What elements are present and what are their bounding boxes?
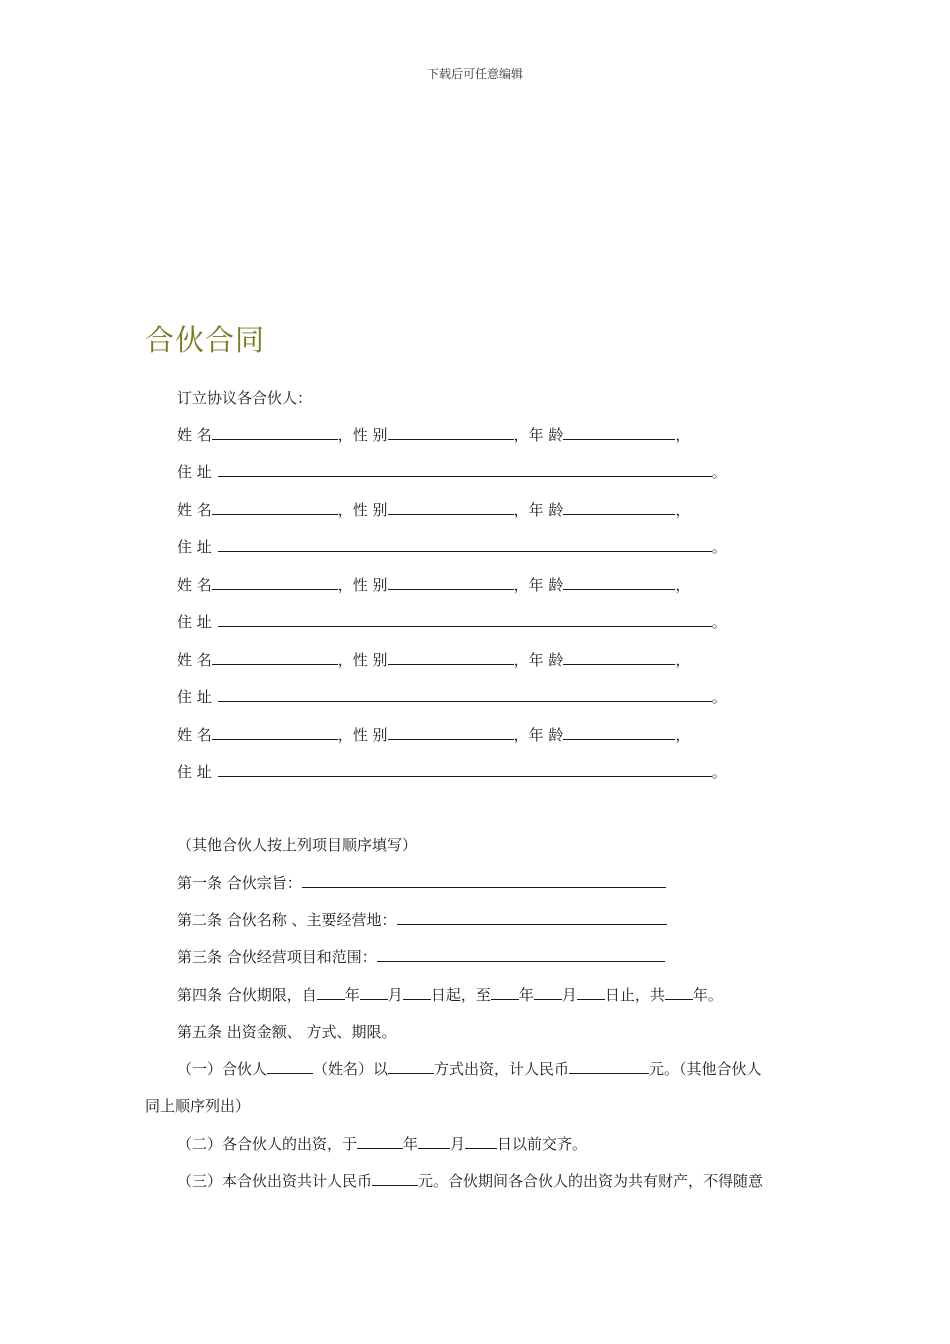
line-end-period: 。 (711, 763, 727, 781)
address-label: 住 址 (177, 613, 212, 631)
name-label: 姓 名 (177, 576, 212, 594)
gender-label: ，性 别 (337, 726, 388, 744)
partner-address-line (177, 612, 727, 632)
age-label: ，年 龄 (513, 576, 564, 594)
name-blank[interactable] (212, 725, 338, 740)
clause-3-b: 元。合伙期间各合伙人的出资为共有财产，不得随意 (418, 1172, 764, 1190)
partner-info-line (177, 500, 690, 520)
start-month-blank[interactable] (360, 985, 388, 1000)
clause-3-line (145, 1163, 805, 1200)
address-blank[interactable] (218, 762, 712, 777)
name-label: 姓 名 (177, 426, 212, 444)
end-month-label: 月 (561, 986, 577, 1004)
gender-label: ，性 别 (337, 501, 388, 519)
clause-1-line (145, 1051, 805, 1088)
age-label: ，年 龄 (513, 651, 564, 669)
deadline-year-blank[interactable] (357, 1134, 403, 1149)
partner-address-line (177, 762, 727, 782)
age-blank[interactable] (563, 500, 675, 515)
partner-name-blank[interactable] (267, 1059, 313, 1074)
clause-1-d: 元。（其他合伙人 (649, 1060, 762, 1078)
name-blank[interactable] (212, 575, 338, 590)
clause-2-b: 年 (403, 1135, 419, 1153)
line-end-comma: ， (675, 651, 691, 669)
article-1-blank[interactable] (302, 873, 666, 888)
start-day-label: 日起，至 (430, 986, 491, 1004)
address-blank[interactable] (218, 612, 712, 627)
partner-info-line (177, 575, 690, 595)
gender-blank[interactable] (388, 650, 514, 665)
address-label: 住 址 (177, 763, 212, 781)
article-2 (177, 910, 667, 930)
start-month-label: 月 (387, 986, 403, 1004)
intro-line: 订立协议各合伙人： (177, 389, 313, 407)
start-year-label: 年 (344, 986, 360, 1004)
document-title: 合伙合同 (145, 323, 266, 357)
name-blank[interactable] (212, 425, 338, 440)
age-label: ，年 龄 (513, 426, 564, 444)
gender-label: ，性 别 (337, 651, 388, 669)
contribution-amount-blank[interactable] (569, 1059, 649, 1074)
line-end-period: 。 (711, 688, 727, 706)
article-2-label: 第二条 合伙名称 、主要经营地： (177, 911, 397, 929)
clause-1-b: （姓名）以 (313, 1060, 389, 1078)
clause-3-a: （三）本合伙出资共计人民币 (177, 1172, 373, 1190)
total-capital-blank[interactable] (372, 1171, 418, 1186)
line-end-comma: ， (675, 501, 691, 519)
article-4 (177, 985, 723, 1005)
article-1 (177, 873, 666, 893)
address-label: 住 址 (177, 538, 212, 556)
age-label: ，年 龄 (513, 501, 564, 519)
gender-label: ，性 别 (337, 426, 388, 444)
partner-address-line (177, 462, 727, 482)
name-label: 姓 名 (177, 726, 212, 744)
article-3-label: 第三条 合伙经营项目和范围： (177, 948, 377, 966)
article-1-label: 第一条 合伙宗旨： (177, 874, 302, 892)
name-blank[interactable] (212, 500, 338, 515)
end-year-blank[interactable] (491, 985, 519, 1000)
name-label: 姓 名 (177, 651, 212, 669)
gender-blank[interactable] (388, 575, 514, 590)
start-day-blank[interactable] (403, 985, 431, 1000)
start-year-blank[interactable] (317, 985, 345, 1000)
end-month-blank[interactable] (534, 985, 562, 1000)
partner-info-line (177, 425, 690, 445)
line-end-period: 。 (711, 613, 727, 631)
line-end-comma: ， (675, 576, 691, 594)
clause-3 (145, 1163, 805, 1200)
partner-info-line (177, 650, 690, 670)
clause-2-c: 月 (450, 1135, 466, 1153)
age-blank[interactable] (563, 425, 675, 440)
fill-note: （其他合伙人按上列项目顺序填写） (177, 836, 418, 854)
article-5: 第五条 出资金额、 方式、期限。 (177, 1023, 397, 1041)
line-end-comma: ， (675, 426, 691, 444)
total-years-blank[interactable] (665, 985, 693, 1000)
address-label: 住 址 (177, 688, 212, 706)
line-end-comma: ， (675, 726, 691, 744)
gender-blank[interactable] (388, 425, 514, 440)
address-blank[interactable] (218, 687, 712, 702)
contribution-method-blank[interactable] (388, 1059, 434, 1074)
header-note: 下载后可任意编辑 (426, 67, 523, 81)
clause-1-continuation: 同上顺序列出） (145, 1097, 251, 1115)
line-end-period: 。 (711, 463, 727, 481)
address-label: 住 址 (177, 463, 212, 481)
gender-blank[interactable] (388, 725, 514, 740)
address-blank[interactable] (218, 462, 712, 477)
age-blank[interactable] (563, 725, 675, 740)
clause-1-a: （一）合伙人 (177, 1060, 268, 1078)
end-year-label: 年 (518, 986, 534, 1004)
age-label: ，年 龄 (513, 726, 564, 744)
clause-1-c: 方式出资，计人民币 (434, 1060, 570, 1078)
article-4-prefix: 第四条 合伙期限，自 (177, 986, 317, 1004)
clause-1 (145, 1051, 805, 1125)
gender-blank[interactable] (388, 500, 514, 515)
partner-address-line (177, 537, 727, 557)
clause-2-a: （二）各合伙人的出资，于 (177, 1135, 358, 1153)
name-blank[interactable] (212, 650, 338, 665)
clause-2-d: 日以前交齐。 (497, 1135, 588, 1153)
line-end-period: 。 (711, 538, 727, 556)
total-years-label: 年。 (692, 986, 723, 1004)
article-3-blank[interactable] (377, 947, 665, 962)
end-day-blank[interactable] (577, 985, 605, 1000)
partner-info-line (177, 725, 690, 745)
end-day-label: 日止，共 (604, 986, 665, 1004)
deadline-month-blank[interactable] (418, 1134, 450, 1149)
deadline-day-blank[interactable] (465, 1134, 497, 1149)
name-label: 姓 名 (177, 501, 212, 519)
partner-address-line (177, 687, 727, 707)
address-blank[interactable] (218, 537, 712, 552)
clause-2 (145, 1126, 805, 1163)
article-3 (177, 947, 665, 967)
age-blank[interactable] (563, 650, 675, 665)
age-blank[interactable] (563, 575, 675, 590)
article-2-blank[interactable] (397, 910, 667, 925)
gender-label: ，性 别 (337, 576, 388, 594)
clause-2-line (145, 1126, 805, 1163)
